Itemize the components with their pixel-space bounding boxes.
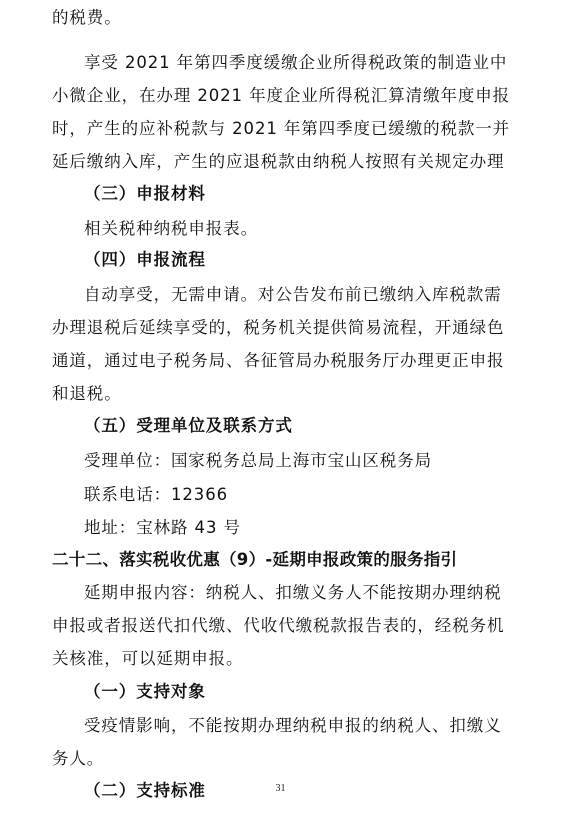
- contact-phone: 联系电话：12366: [84, 485, 228, 504]
- contact-address: 地址：宝林路 43 号: [84, 518, 241, 537]
- paragraph-line: 和退税。: [52, 384, 122, 403]
- section-heading-materials: （三）申报材料: [84, 184, 206, 203]
- paragraph-line: 申报或者报送代扣代缴、代收代缴税款报告表的，经税务机: [52, 616, 505, 635]
- paragraph-line: 延后缴纳入库，产生的应退税款由纳税人按照有关规定办理: [52, 152, 505, 171]
- section-heading-process: （四）申报流程: [84, 250, 206, 269]
- section-heading-contact: （五）受理单位及联系方式: [84, 416, 293, 435]
- paragraph-line: 的税费。: [52, 8, 122, 27]
- paragraph-line: 通道，通过电子税务局、各征管局办税服务厅办理更正申报: [52, 351, 505, 370]
- paragraph-line: 享受 2021 年第四季度缓缴企业所得税政策的制造业中: [84, 53, 508, 72]
- paragraph-line: 关核准，可以延期申报。: [52, 649, 244, 668]
- section-heading-support-target: （一）支持对象: [84, 682, 206, 701]
- chapter-heading: 二十二、落实税收优惠（9）-延期申报政策的服务指引: [52, 550, 458, 569]
- paragraph-line: 相关税种纳税申报表。: [84, 219, 258, 238]
- paragraph-line: 受疫情影响，不能按期办理纳税申报的纳税人、扣缴义: [84, 716, 502, 735]
- paragraph-line: 务人。: [52, 749, 105, 768]
- section-heading-support-standard: （二）支持标准: [84, 781, 206, 800]
- paragraph-line: 自动享受，无需申请。对公告发布前已缴纳入库税款需: [84, 285, 502, 304]
- contact-office: 受理单位：国家税务总局上海市宝山区税务局: [84, 451, 432, 470]
- paragraph-line: 办理退税后延续享受的，税务机关提供简易流程，开通绿色: [52, 318, 505, 337]
- paragraph-line: 小微企业，在办理 2021 年度企业所得税汇算清缴年度申报: [52, 86, 511, 105]
- paragraph-line: 时，产生的应补税款与 2021 年第四季度已缓缴的税款一并: [52, 119, 511, 138]
- paragraph-line: 延期申报内容：纳税人、扣缴义务人不能按期办理纳税: [84, 583, 502, 602]
- page-number: 31: [275, 783, 286, 794]
